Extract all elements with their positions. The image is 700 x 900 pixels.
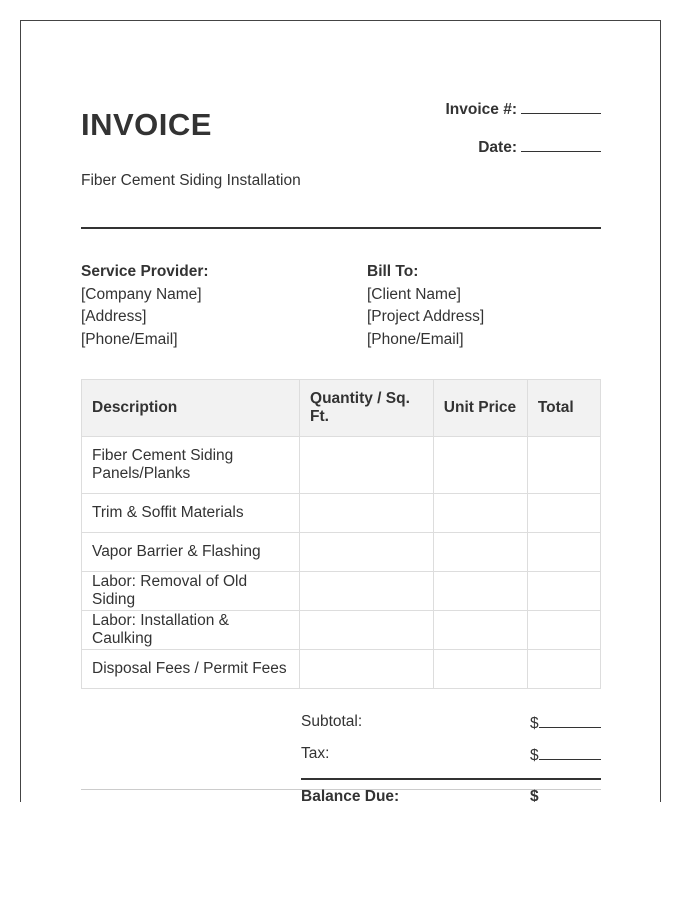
row-quantity[interactable]	[300, 572, 434, 611]
row-description: Trim & Soffit Materials	[82, 494, 300, 533]
project-address: [Project Address]	[367, 308, 485, 325]
row-description: Fiber Cement Siding Panels/Planks	[82, 437, 300, 494]
bill-to-block	[367, 261, 484, 351]
invoice-meta	[446, 99, 602, 175]
row-quantity[interactable]	[300, 494, 434, 533]
row-total[interactable]	[527, 572, 600, 611]
totals-divider	[301, 778, 601, 780]
client-contact: [Phone/Email]	[367, 330, 464, 348]
invoice-page	[20, 20, 661, 802]
subtotal-blank[interactable]	[539, 713, 601, 728]
row-unit-price[interactable]	[433, 572, 527, 611]
invoice-subtitle: Fiber Cement Siding Installation	[81, 172, 301, 189]
subtotal-row	[301, 713, 601, 745]
invoice-date-row	[446, 137, 602, 175]
subtotal-label: Subtotal:	[301, 713, 363, 730]
tax-amount[interactable]	[530, 745, 601, 765]
table-row	[82, 533, 601, 572]
row-total[interactable]	[527, 533, 600, 572]
table-row	[82, 572, 601, 611]
row-description: Vapor Barrier & Flashing	[82, 533, 300, 572]
row-unit-price[interactable]	[433, 494, 527, 533]
row-description: Labor: Installation & Caulking	[82, 611, 300, 650]
invoice-number-row	[446, 99, 602, 137]
table-row	[82, 437, 601, 494]
table-row	[82, 611, 601, 650]
client-name: [Client Name]	[367, 285, 461, 303]
invoice-date-label: Date:	[478, 139, 517, 156]
line-items-table	[81, 379, 601, 689]
invoice-number-field[interactable]	[521, 99, 601, 114]
balance-due-label: Balance Due:	[301, 788, 400, 802]
service-provider-block	[81, 261, 209, 351]
bill-to-heading: Bill To:	[367, 263, 419, 280]
column-header-description: Description	[82, 380, 300, 437]
column-header-unit-price: Unit Price	[433, 380, 527, 437]
table-row	[82, 494, 601, 533]
header-divider	[81, 227, 601, 229]
row-description: Disposal Fees / Permit Fees	[82, 650, 300, 689]
service-provider-heading: Service Provider:	[81, 263, 209, 280]
subtotal-currency: $	[530, 715, 539, 732]
tax-blank[interactable]	[539, 745, 601, 760]
subtotal-amount[interactable]	[530, 713, 601, 733]
table-row	[82, 650, 601, 689]
row-quantity[interactable]	[300, 533, 434, 572]
tax-currency: $	[530, 747, 539, 764]
row-quantity[interactable]	[300, 437, 434, 494]
row-unit-price[interactable]	[433, 437, 527, 494]
tax-label: Tax:	[301, 745, 330, 762]
invoice-number-label: Invoice #:	[445, 101, 517, 118]
provider-company-name: [Company Name]	[81, 285, 202, 303]
row-total[interactable]	[527, 437, 600, 494]
row-quantity[interactable]	[300, 650, 434, 689]
row-unit-price[interactable]	[433, 533, 527, 572]
row-total[interactable]	[527, 650, 600, 689]
column-header-total: Total	[527, 380, 600, 437]
provider-address: [Address]	[81, 308, 147, 325]
provider-contact: [Phone/Email]	[81, 330, 178, 348]
row-total[interactable]	[527, 494, 600, 533]
row-total[interactable]	[527, 611, 600, 650]
invoice-title: INVOICE	[81, 107, 212, 142]
column-header-quantity: Quantity / Sq. Ft.	[300, 380, 434, 437]
invoice-date-field[interactable]	[521, 137, 601, 152]
table-header-row	[82, 380, 601, 437]
tax-row	[301, 745, 601, 777]
row-quantity[interactable]	[300, 611, 434, 650]
totals-block	[301, 713, 601, 777]
row-description: Labor: Removal of Old Siding	[82, 572, 300, 611]
balance-due-currency: $	[530, 788, 539, 802]
row-unit-price[interactable]	[433, 650, 527, 689]
row-unit-price[interactable]	[433, 611, 527, 650]
